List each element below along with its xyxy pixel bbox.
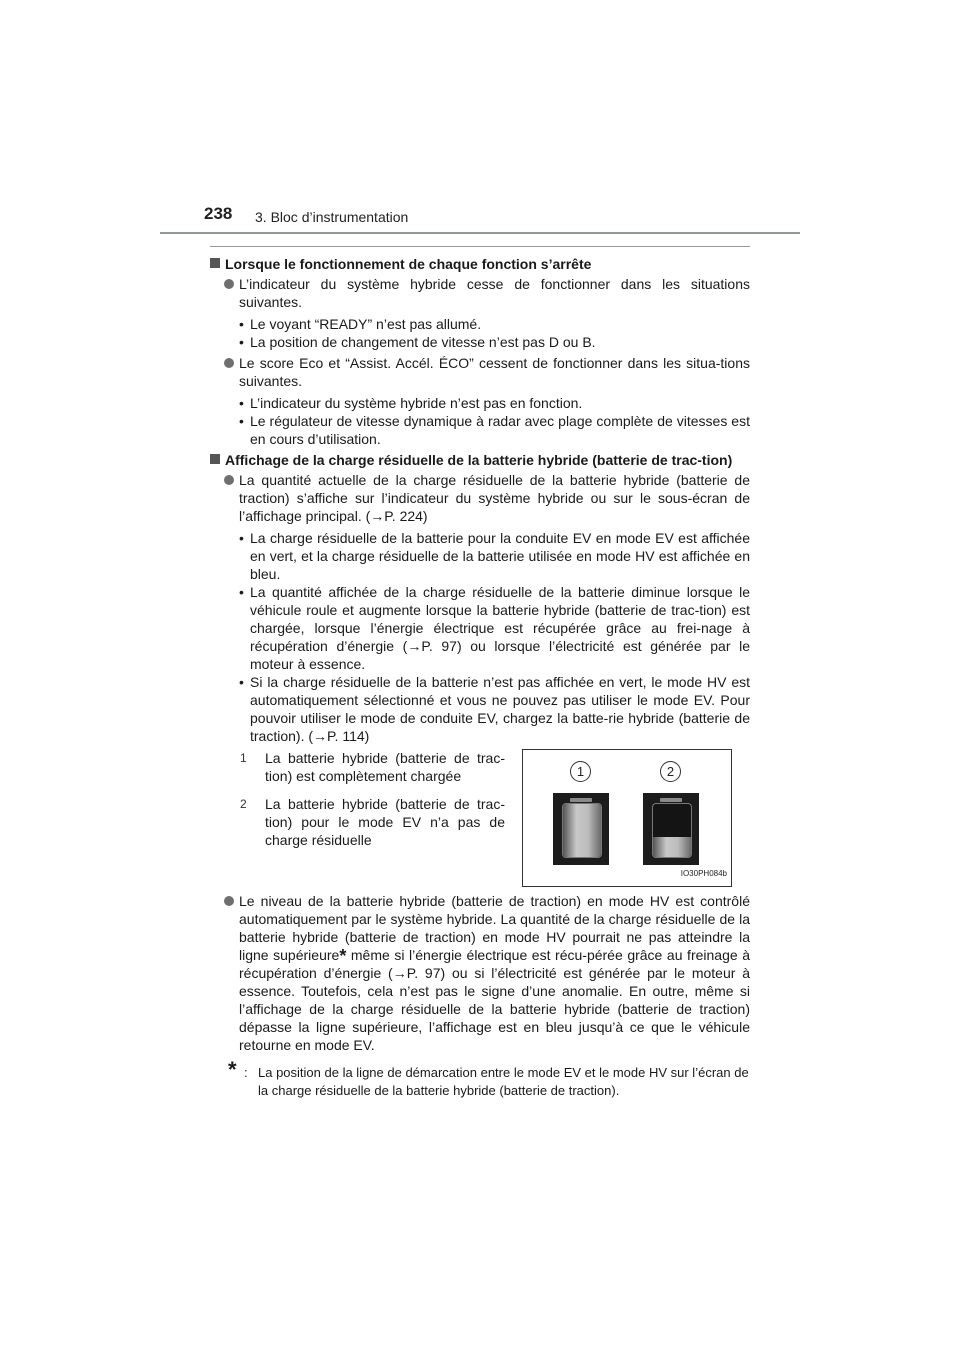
section-heading-stop [210,255,750,273]
footnote-asterisk: * [339,946,347,966]
bullet-text: La quantité actuelle de la charge résiduelle de la batterie hybride (batterie de traction) s’affiche sur l’indicateur du système hybride ou sur le sous-écran de l’affichage principal. (→P. 224) [239,472,750,524]
battery-terminal [660,798,682,802]
list-item: • Si la charge résiduelle de la batterie n’est pas affichée en vert, le mode HV est automatiquement sélectionné et vous ne pouvez pas utiliser le mode EV. Pour pouvoir utiliser le mode de conduite EV, chargez la batte-rie hybride (batterie de traction). (→P. 114) [210,673,750,745]
battery-full-icon [553,793,609,865]
square-bullet-icon [210,454,220,464]
callout-2: 2 [660,761,681,782]
list-item: • L’indicateur du système hybride n’est pas en fonction. [210,394,750,412]
bullet-hv-level [210,892,750,1054]
legend-item-empty [240,795,505,849]
section-rule [210,246,750,247]
circle-bullet-icon [224,279,234,289]
page-number: 238 [204,204,233,223]
circle-bullet-icon [224,475,234,485]
battery-figure-block [210,749,750,886]
legend-number: 1 [240,751,247,765]
footnote-mark: * [228,1057,237,1082]
battery-terminal [570,798,592,802]
bullet-text: Le score Eco et “Assist. Accél. ÉCO” cessent de fonctionner dans les situa-tions suivantes. [239,355,750,389]
legend-text: La batterie hybride (batterie de trac-tion) pour le mode EV n’a pas de charge résiduelle [265,796,505,848]
section-heading-text: Lorsque le fonctionnement de chaque fonction s’arrête [225,256,592,272]
bullet-text: L’indicateur du système hybride cesse de fonctionner dans les situations suivantes. [239,276,750,310]
bullet-current-charge [210,471,750,525]
sub-list [210,529,750,745]
section-heading-battery-charge [210,451,750,469]
callout-1: 1 [570,761,591,782]
figure-code: IO30PH084b [680,869,727,878]
battery-cell [652,803,692,858]
battery-cell [562,803,602,858]
sub-list [210,315,750,351]
legend-item-full [240,749,505,785]
sub-list [210,394,750,448]
legend-text: La batterie hybride (batterie de trac-tion) est complètement chargée [265,750,505,784]
footnote [210,1057,750,1100]
footnote-colon: : [244,1065,248,1080]
header-rule [160,232,800,234]
circle-bullet-icon [224,358,234,368]
square-bullet-icon [210,258,220,268]
list-item: • La quantité affichée de la charge résiduelle de la batterie diminue lorsque le véhicule roule et augmente lorsque la batterie hybride (batterie de trac-tion) est chargée, lorsque l’énergie électrique est récupérée grâce au frei-nage à récupération d’énergie (→P. 97) ou lorsque l’électricité est générée par le moteur à essence. [210,583,750,673]
circle-bullet-icon [224,896,234,906]
page-content [210,255,750,1100]
footnote-text: La position de la ligne de démarcation entre le mode EV et le mode HV sur l’écran de la charge résiduelle de la batterie hybride (batterie de traction). [258,1065,749,1098]
bullet-text-continued: même si l’énergie électrique est récu-pérée grâce au freinage à récupération d’énergie (→P. 97) ou si l’électricité est générée par le moteur à essence. Toutefois, cela n’est pas le signe d’une anomalie. En outre, même si l’affichage de la charge résiduelle de la batterie hybride (batterie de traction) dépasse la ligne supérieure, l’affichage est en bleu jusqu’à ce que le véhicule retourne en mode EV. [239,947,750,1053]
battery-illustration [522,749,732,887]
list-item: • Le voyant “READY” n’est pas allumé. [210,315,750,333]
battery-empty-icon [643,793,699,865]
chapter-title: 3. Bloc d’instrumentation [255,209,409,225]
bullet-text: Le niveau de la batterie hybride (batterie de traction) en mode HV est contrôlé automatiquement par le système hybride. La quantité de la charge résiduelle de la batterie hybride (batterie de traction) en mode HV pourrait ne pas atteindre la ligne supérieure [239,893,750,963]
battery-fill [563,804,601,857]
section-heading-text: Affichage de la charge résiduelle de la batterie hybride (batterie de trac-tion) [225,452,733,468]
list-item: • La charge résiduelle de la batterie pour la conduite EV en mode EV est affichée en vert, et la charge résiduelle de la batterie utilisée en mode HV est affichée en bleu. [210,529,750,583]
bullet-eco-score-stop [210,354,750,390]
battery-fill [653,837,691,857]
list-item: • Le régulateur de vitesse dynamique à radar avec plage complète de vitesses est en cours d’utilisation. [210,412,750,448]
bullet-indicator-stop [210,275,750,311]
legend-number: 2 [240,797,247,811]
list-item: • La position de changement de vitesse n’est pas D ou B. [210,333,750,351]
